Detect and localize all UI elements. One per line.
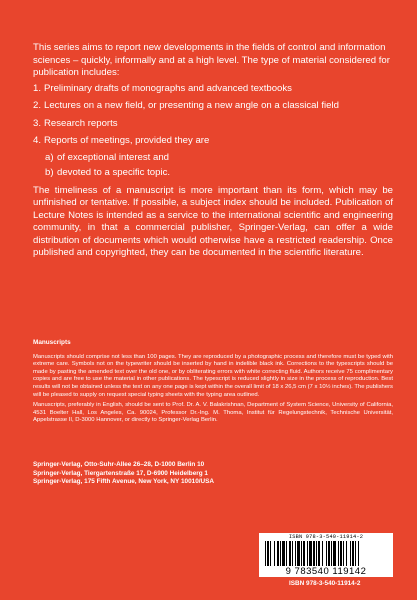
list-number: 4. xyxy=(33,135,42,146)
barcode-bar xyxy=(352,541,354,566)
barcode-bar xyxy=(307,541,308,566)
barcode-digits: 9 783540 119142 xyxy=(285,566,367,577)
sub-list-item-text: of exceptional interest and xyxy=(57,151,170,163)
sub-list-letter: b) xyxy=(45,167,54,178)
manuscripts-section xyxy=(33,339,393,428)
list-item xyxy=(33,100,393,113)
series-description xyxy=(33,42,393,260)
barcode-bar xyxy=(318,541,320,566)
sub-list-item xyxy=(45,152,393,165)
address-line: Springer-Verlag, Tiergartenstraße 17, D-6900 Heidelberg 1 xyxy=(33,469,208,477)
barcode-bar xyxy=(265,541,266,566)
barcode-bar xyxy=(346,541,347,566)
barcode-bar xyxy=(355,541,356,566)
barcode-bar xyxy=(301,541,302,566)
sub-list-letter: a) xyxy=(45,151,54,163)
isbn-top-label: ISBN 978-3-540-11914-2 xyxy=(288,534,364,540)
barcode-bar xyxy=(326,541,327,566)
barcode-bar xyxy=(274,541,275,566)
barcode-bar xyxy=(286,541,287,566)
barcode-bar xyxy=(316,541,317,566)
meeting-conditions-list xyxy=(45,152,393,180)
barcode-bar xyxy=(331,541,332,566)
barcode-bar xyxy=(280,541,281,566)
barcode-bar xyxy=(292,541,293,566)
barcode-bar xyxy=(343,541,344,566)
barcode-box xyxy=(259,533,393,577)
barcode-bar xyxy=(358,541,359,566)
barcode-bar xyxy=(289,541,291,566)
publisher-addresses xyxy=(33,461,333,487)
list-item-text: Preliminary drafts of monographs and advanced textbooks xyxy=(44,82,292,94)
manuscripts-requirements: Manuscripts should comprise not less than 100 pages. They are reproduced by a photographic process and therefore must be typed with extreme care. Symbols not on the typewriter should be inserted by hand in indelible black ink. Corrections to the typescripts should be made by pasting the amended text over the old one, or by obliterating errors with white correcting fluid. Authors receive 75 complimentary copies and are free to use the material in other publications. The typescript is reduced slightly in size in the process of reproduction. Best results will not be obtained unless the text on any one page is kept within the overall limit of 18 x 26,5 cm (7 x 10½ inches). The publishers will be pleased to supply on request special typing sheets with the typing area outlined. xyxy=(33,353,393,398)
list-item-text: Research reports xyxy=(44,117,118,129)
barcode-bar xyxy=(309,541,312,566)
barcode-bar xyxy=(322,541,323,566)
series-intro-text: This series aims to report new developments in the fields of control and information sciences – quickly, informally and at a high level. The type of material considered for publication includes: xyxy=(33,42,390,78)
list-item xyxy=(33,118,393,131)
manuscripts-submission: Manuscripts, preferably in English, should be sent to Prof. Dr. A. V. Balakrishnan, Department of System Science, University of California, 4531 Boelter Hall, Los Angeles, Ca. 90024, Professor Dr.-Ing. M. Thoma, Institut für Regelungstechnik, Technische Universität, Appelstrasse II, D-3000 Hannover, or directly to Springer-Verlag Berlin. xyxy=(33,402,393,424)
barcode-bar xyxy=(350,541,351,566)
list-item xyxy=(33,135,393,148)
barcode-bar xyxy=(328,541,330,566)
barcode-bar xyxy=(282,541,285,566)
series-closing-text: The timeliness of a manuscript is more important than its form, which may be unfinished or tentative. If possible, a subject index should be included. Publication of Lecture Notes is intended as a service to the international scientific and engineering community, in that a commercial publisher, Springer-Verlag, can offer a wide distribution of documents which would otherwise have a restricted readership. Once published and copyrighted, they can be documented in the scientific literature. xyxy=(33,184,393,258)
list-number: 3. xyxy=(33,117,42,129)
barcode-bar xyxy=(295,541,296,566)
barcode-bar xyxy=(270,541,271,566)
barcode-bar xyxy=(313,541,315,566)
manuscripts-heading: Manuscripts xyxy=(33,339,71,346)
barcode-bar xyxy=(267,541,269,566)
barcode-bar xyxy=(338,541,339,566)
address-line: Springer-Verlag, Otto-Suhr-Allee 26–28, D-1000 Berlin 10 xyxy=(33,461,205,468)
sub-list-item xyxy=(45,167,393,180)
list-item-text: Lectures on a new field, or presenting a new angle on a classical field xyxy=(44,100,339,111)
list-number: 2. xyxy=(33,100,42,111)
barcode-bars-icon xyxy=(264,541,388,566)
barcode-bar xyxy=(340,541,342,566)
list-item-text: Reports of meetings, provided they are xyxy=(44,135,210,146)
barcode-bar xyxy=(333,541,336,566)
list-item xyxy=(33,83,393,96)
list-number: 1. xyxy=(33,82,42,94)
barcode-bar xyxy=(297,541,300,566)
material-types-list xyxy=(33,83,393,148)
barcode-bar xyxy=(277,541,279,566)
barcode-bar xyxy=(303,541,305,566)
sub-list-item-text: devoted to a specific topic. xyxy=(57,167,171,178)
address-line: Springer-Verlag, 175 Fifth Avenue, New York, NY 10010/USA xyxy=(33,478,215,486)
isbn-bottom-label: ISBN 978-3-540-11914-2 xyxy=(289,580,361,587)
